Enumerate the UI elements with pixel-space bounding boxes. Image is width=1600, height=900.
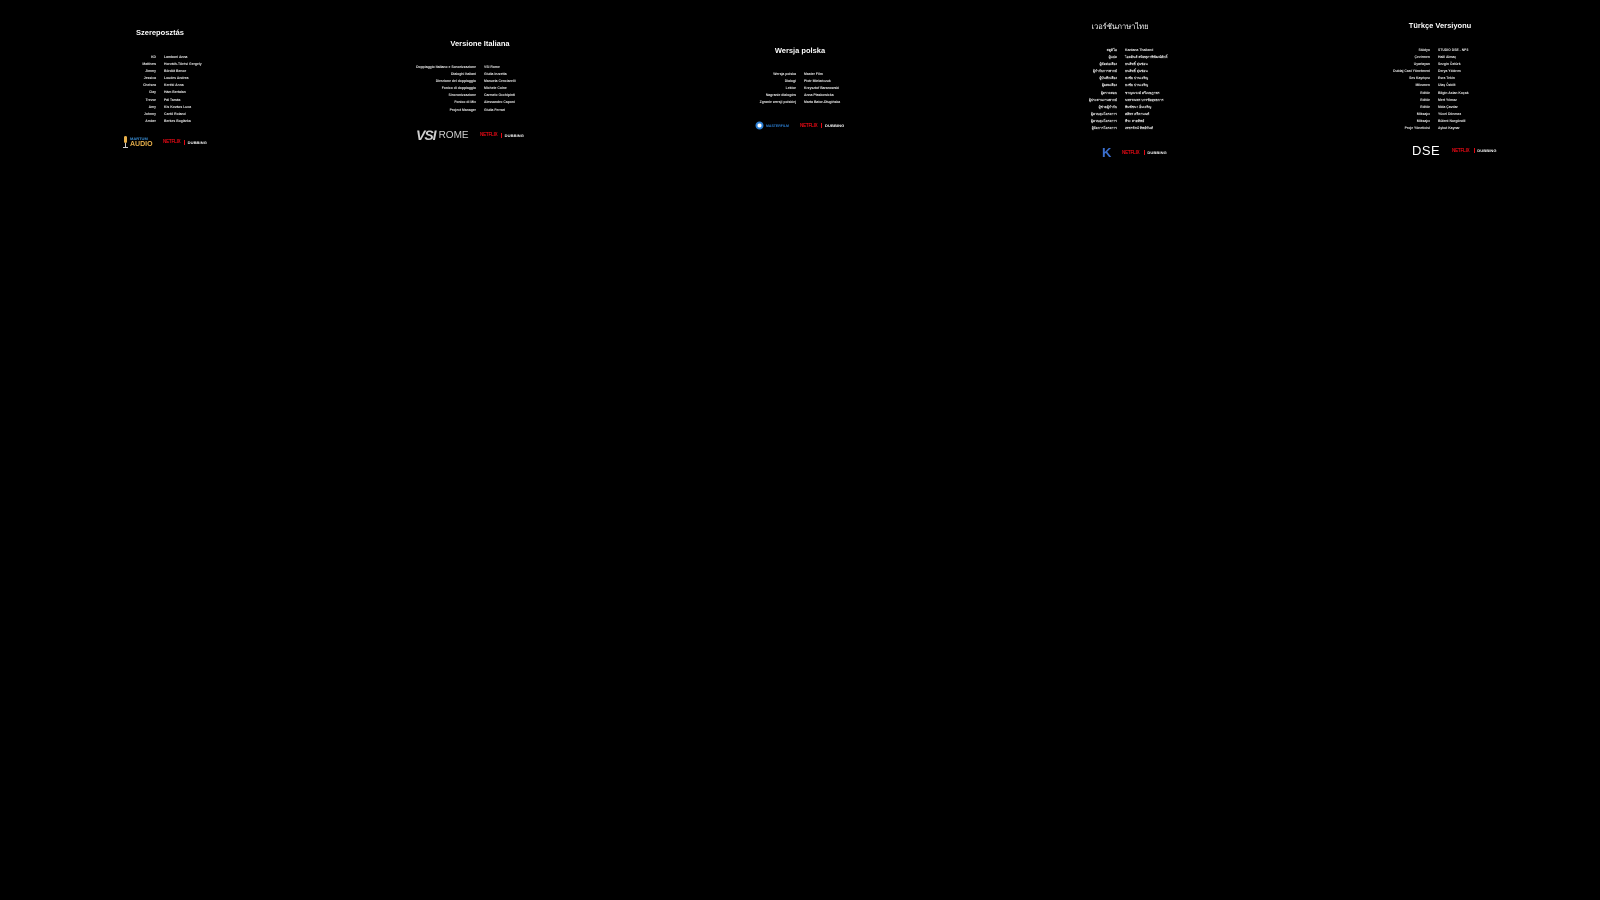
credit-role: ผู้ประสานงานพากย์ [1088, 97, 1117, 102]
credits-list-italian [355, 64, 544, 114]
credit-row [1330, 54, 1498, 61]
block-title-hungarian: Szereposztás [136, 28, 184, 37]
dubbing-label: DUBBING [1477, 148, 1497, 153]
credit-name: Michele Colne [484, 86, 507, 91]
credit-role: Matthew [142, 62, 156, 67]
credit-name: Loudes Andrea [164, 76, 189, 81]
credit-name: Yücel Dönmez [1438, 111, 1462, 116]
credit-role: Lektor [785, 86, 796, 91]
credit-row [1330, 97, 1498, 104]
credit-role: Project Manager [449, 107, 476, 112]
credit-role: Direzione del doppiaggio [435, 79, 476, 84]
block-title-polish: Wersja polska [774, 46, 826, 55]
credit-row [1330, 61, 1498, 68]
credit-name: STUDIO DSE - NP3 [1438, 48, 1469, 52]
credit-name: Hám Bertalan [164, 90, 186, 95]
credit-role: ผู้จัดการโครงการ [1091, 126, 1117, 131]
credit-name: Horváth-Tőrési Gergely [164, 62, 202, 67]
credit-name: ไอลดินส์ สนิทสุภาพิพัฒน์ศักดิ์ [1125, 55, 1168, 60]
credit-role: Jimmy [145, 69, 156, 74]
credit-role: Miksmen [1415, 83, 1430, 88]
credit-role: Jessica [143, 76, 156, 81]
credit-role: Editör [1420, 90, 1430, 95]
credit-name: Derya Yıldırım [1438, 69, 1461, 74]
vsi-logo-text: VSI [416, 127, 436, 143]
credit-name: ธนสิทธิ์ ยุ่นช่อน [1125, 62, 1148, 67]
logos-polish [755, 121, 844, 130]
credit-name: พิมพ์ชนา อิ่มเจริญ [1125, 104, 1152, 109]
dubbing-label: DUBBING [1147, 150, 1167, 155]
credit-role: ผู้ควบคุมโครงการ [1090, 111, 1117, 116]
credit-role: KD [151, 55, 156, 59]
dubbing-label: DUBBING [824, 123, 845, 128]
credit-role: Dialoghi Italiani [450, 72, 476, 77]
credit-name: Bilgin Aslan Koçak [1438, 90, 1469, 95]
kantana-logo-text: K [1102, 145, 1112, 160]
credit-row [110, 54, 224, 61]
credit-row [355, 85, 544, 92]
credit-role: ผู้ตัดต่อเสียง [1099, 62, 1117, 67]
credit-row [110, 68, 224, 75]
credit-row [1330, 47, 1498, 54]
credit-role: ผู้แปล [1108, 55, 1117, 60]
credit-name: ศศิพร ศรีตานนท์ [1125, 111, 1150, 116]
credit-row [1330, 82, 1498, 89]
credit-role: Stüdyo [1418, 48, 1430, 52]
martum-audio-logo [121, 136, 153, 148]
credit-name: Master Film [804, 72, 823, 76]
credit-name: นพรรณพร บวรชัยยุทธการ [1125, 97, 1164, 102]
credit-role: Ses Kayıtçısı [1409, 76, 1430, 81]
credit-name: ธนสิทธิ์ ยุ่นช่อน [1125, 69, 1148, 74]
credit-role: Miksajcı [1416, 118, 1430, 123]
credit-name: Keréki Anna [164, 83, 184, 88]
netflix-logo: NETFLIX [1122, 149, 1140, 156]
credit-row [1330, 104, 1498, 111]
credit-name: Aykut Kaynar [1438, 126, 1460, 131]
credit-row [355, 92, 544, 99]
divider [184, 140, 185, 145]
kantana-logo [1102, 145, 1111, 160]
credit-row [1330, 68, 1498, 75]
credit-name: Mert Yılmaz [1438, 97, 1457, 102]
credit-role: Amy [148, 104, 156, 109]
credit-row [355, 64, 544, 71]
credit-role: Johnny [143, 111, 156, 116]
credit-role: Chelsea [142, 83, 156, 88]
martum-logo-text: MARTUM [130, 135, 148, 141]
credit-role: Fonico di Mix [454, 100, 476, 105]
credit-role: Doppiaggio Italiano e Sonorizzazione [416, 65, 476, 69]
credit-row [1037, 75, 1185, 82]
credit-row [700, 85, 864, 92]
credit-role: ผู้ผสมเสียง [1101, 83, 1117, 88]
credit-role: Wersja polska [773, 72, 796, 76]
credit-name: Alessandro Caponi [484, 100, 515, 105]
vsi-rome-logo [416, 127, 469, 143]
credit-name: Bülent Nurgöndil [1438, 118, 1466, 123]
netflix-logo: NETFLIX [479, 132, 498, 138]
credit-row [1037, 54, 1185, 61]
logos-italian [416, 127, 524, 143]
credit-name: Esra Tekin [1438, 76, 1455, 81]
block-title-thai: เวอร์ชันภาษาไทย [1091, 22, 1149, 31]
credits-list-polish [700, 71, 864, 106]
credit-role: Fonico di doppiaggio [441, 86, 476, 91]
credits-list-hungarian [110, 54, 224, 125]
credit-role: Nagranie dialogów [765, 93, 796, 98]
credit-name: ธงชัย ปานเจริญ [1125, 83, 1149, 88]
credit-row [1037, 111, 1185, 118]
credit-name: เพชรรัตน์ ทิพย์ทันท์ [1125, 126, 1154, 131]
logos-thai [1102, 145, 1167, 160]
credit-row [110, 118, 224, 125]
credit-name: Piotr Mielańczuk [804, 79, 831, 84]
credit-role: Uyarlayan [1413, 62, 1430, 67]
credit-name: Lamboni Anna [164, 55, 188, 59]
credit-name: พีระ สายทิพย์ [1125, 118, 1145, 123]
logos-turkish [1412, 143, 1497, 158]
credits-list-thai [1037, 47, 1185, 132]
credit-row [355, 99, 544, 106]
credit-row [1330, 111, 1498, 118]
credit-role: Miksajcı [1416, 111, 1430, 116]
credit-name: Anna Płaskowicka [804, 93, 834, 98]
credit-row [110, 82, 224, 89]
credit-name: Marta Bator-Długińska [804, 100, 841, 105]
dse-logo-text: DSE [1412, 143, 1441, 158]
credit-role: Trevor [145, 97, 156, 102]
block-title-turkish: Türkçe Versiyonu [1408, 21, 1472, 30]
netflix-logo: NETFLIX [1452, 147, 1470, 154]
credit-name: Kantana Thailand [1125, 48, 1154, 52]
credit-role: Dialogi [784, 79, 796, 84]
credit-row [110, 111, 224, 118]
credit-name: Giulia Iezzetta [484, 72, 507, 77]
masterfilm-logo [755, 121, 789, 130]
credit-name: Halil Almaç [1438, 55, 1457, 60]
credit-row [110, 97, 224, 104]
credit-name: Berkes Boglárka [164, 118, 191, 123]
credit-row [700, 71, 864, 78]
logos-hungarian [121, 136, 207, 148]
credit-row [355, 71, 544, 78]
credit-name: Pál Tamás [164, 97, 181, 102]
credit-row [1037, 61, 1185, 68]
credit-role: Clay [148, 90, 156, 95]
credit-name: Giulia Ferrari [484, 107, 506, 112]
credit-name: Bördöt Bence [164, 69, 187, 74]
credit-row [700, 78, 864, 85]
credit-name: VSI Rome [484, 65, 500, 69]
credit-name: ชาญณรงค์ ศรีเจษฎาพร [1125, 90, 1160, 95]
credit-row [1330, 90, 1498, 97]
credit-role: Amber [145, 118, 156, 123]
credit-name: Kis Kovács Luca [164, 104, 192, 109]
credit-role: สตูดิโอ [1106, 48, 1117, 52]
credit-name: Sezgin Öztürk [1438, 62, 1461, 67]
credit-role: ผู้กำกับการพากย์ [1092, 69, 1117, 74]
credit-row [1037, 97, 1185, 104]
credit-role: ผู้ควบคุมโครงการ [1090, 118, 1117, 123]
credit-row [1037, 125, 1185, 132]
credit-row [700, 99, 864, 106]
masterfilm-logo-text: MASTERFILM [766, 123, 789, 128]
credit-name: Nida Çavdar [1438, 104, 1458, 109]
credit-role: ผู้ช่วยผู้กำกับ [1098, 104, 1117, 109]
credit-role: Dublaj Cast Yönetmeni [1393, 69, 1430, 74]
credit-row [1037, 90, 1185, 97]
credit-name: Ulaş Özbilt [1438, 83, 1456, 88]
credit-role: Zgranie wersji polskiej [759, 100, 796, 105]
netflix-logo: NETFLIX [162, 139, 181, 145]
credits-list-turkish [1330, 47, 1498, 132]
rome-logo-text: ROME [438, 129, 469, 141]
microphone-icon [121, 136, 130, 148]
credit-name: ธงชัย ปานเจริญ [1125, 76, 1149, 81]
credit-row [1037, 118, 1185, 125]
credit-row [110, 89, 224, 96]
credit-role: Çevirmen [1414, 55, 1430, 60]
netflix-logo: NETFLIX [799, 122, 818, 129]
credit-row [355, 78, 544, 85]
credit-row [1037, 68, 1185, 75]
credit-role: Editör [1420, 97, 1430, 102]
credit-role: Proje Yöneticisi [1404, 126, 1430, 131]
credit-row [1037, 82, 1185, 89]
credit-role: Editör [1420, 104, 1430, 109]
audio-logo-text: AUDIO [130, 140, 153, 148]
credit-name: Krzysztof Baranowski [804, 86, 840, 91]
masterfilm-circle-icon [755, 121, 764, 130]
credit-row [1037, 47, 1185, 54]
dubbing-label: DUBBING [187, 139, 207, 145]
credit-row [1330, 125, 1498, 132]
divider [821, 123, 822, 128]
credit-row [700, 92, 864, 99]
credit-row [110, 61, 224, 68]
dse-logo [1412, 143, 1440, 158]
divider [1144, 150, 1145, 155]
credit-role: ผู้ตรวจสอบ [1100, 90, 1117, 95]
dubbing-label: DUBBING [504, 132, 524, 138]
divider [501, 133, 502, 138]
credit-role: Sincronizzazione [448, 93, 476, 98]
credit-row [1330, 118, 1498, 125]
credit-name: Czető Roland [164, 111, 186, 116]
divider [1474, 148, 1475, 153]
credit-name: Carmelo Occhipinti [484, 93, 516, 98]
credit-row [1330, 75, 1498, 82]
credit-name: Manuela Cenciarelli [484, 79, 516, 84]
credit-role: ผู้บันทึกเสียง [1099, 76, 1117, 81]
credit-row [110, 75, 224, 82]
credit-row [1037, 104, 1185, 111]
credit-row [355, 107, 544, 114]
credit-row [110, 104, 224, 111]
block-title-italian: Versione Italiana [450, 39, 510, 48]
